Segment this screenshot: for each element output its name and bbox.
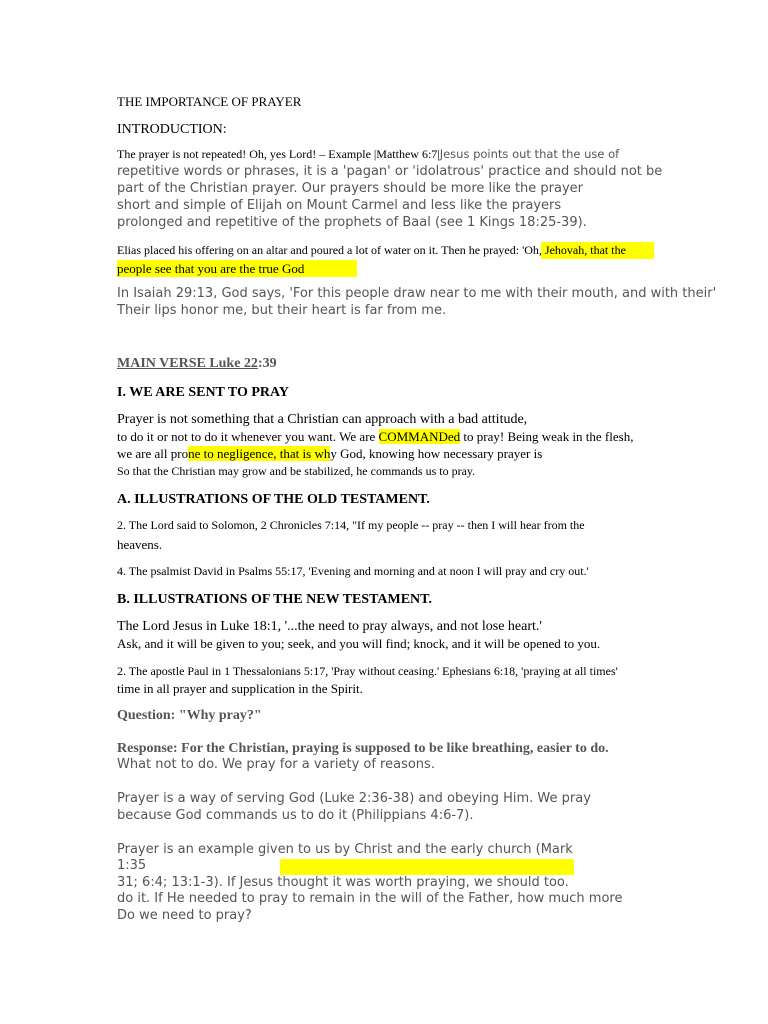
section-b-line2: Ask, and it will be given to you; seek, and you will find; knock, and it will be opened to you. <box>117 636 601 651</box>
reasons-p2-line2: 1:35 <box>117 858 147 873</box>
section-a-item4: 4. The psalmist David in Psalms 55:17, 'Evening and morning and at noon I will pray and cry out.' <box>117 564 589 578</box>
reasons-p2-line3: 31; 6:4; 13:1-3). If Jesus thought it was worth praying, we should too. <box>117 875 569 890</box>
section-a-heading: A. ILLUSTRATIONS OF THE OLD TESTAMENT. <box>117 492 430 507</box>
reasons-p1-line1: Prayer is a way of serving God (Luke 2:36-38) and obeying Him. We pray <box>117 791 591 806</box>
highlight-commanded: COMMANDed <box>378 429 461 444</box>
highlight-negligence: ne to negligence, that is wh <box>188 446 331 461</box>
section-1-line2 <box>117 430 633 445</box>
section-a-item2-line1: 2. The Lord said to Solomon, 2 Chronicles 7:14, "If my people -- pray -- then I will hear from the <box>117 518 585 532</box>
intro-p1-line4: short and simple of Elijah on Mount Carmel and less like the prayers <box>117 198 562 213</box>
intro-p1-line5: prolonged and repetitive of the prophets of Baal (see 1 Kings 18:25-39). <box>117 215 587 230</box>
section-1-line1: Prayer is not something that a Christian can approach with a bad attitude, <box>117 412 528 427</box>
intro-p2-line1-highlighted: , Jehovah, that the <box>538 243 626 257</box>
intro-p1-line2: repetitive words or phrases, it is a 'pagan' or 'idolatrous' practice and should not be <box>117 164 663 179</box>
section-b-item2-line2: time in all prayer and supplication in the Spirit. <box>117 681 363 696</box>
section-b-item2-line1: 2. The apostle Paul in 1 Thessalonians 5:17, 'Pray without ceasing.' Ephesians 6:18, 'praying at all times' <box>117 664 618 678</box>
intro-p3-line2: Their lips honor me, but their heart is far from me. <box>117 303 447 318</box>
section-1-heading: I. WE ARE SENT TO PRAY <box>117 385 289 400</box>
main-verse <box>117 356 277 372</box>
main-verse-suffix: :39 <box>257 356 277 371</box>
section-a-item2-line2: heavens. <box>117 537 163 552</box>
intro-p3-line1: In Isaiah 29:13, God says, 'For this people draw near to me with their mouth, and with their' <box>117 286 717 301</box>
reasons-p1-line2: because God commands us to do it (Philippians 4:6-7). <box>117 808 474 823</box>
section-b-heading: B. ILLUSTRATIONS OF THE NEW TESTAMENT. <box>117 592 432 607</box>
section-1-line3-end: y God, knowing how necessary prayer is <box>330 446 543 461</box>
intro-p2-line2: people see that you are the true God <box>117 261 305 276</box>
reasons-p2-line4: do it. If He needed to pray to remain in the will of the Father, how much more <box>117 891 623 906</box>
section-1-line2-end: to pray! Being weak in the flesh, <box>460 429 634 444</box>
intro-p2-line1 <box>117 244 626 258</box>
intro-p2-line1-start: Elias placed his offering on an altar and poured a lot of water on it. Then he prayed: 'Oh <box>117 243 539 257</box>
section-b-line1: The Lord Jesus in Luke 18:1, '...the need to pray always, and not lose heart.' <box>117 619 542 634</box>
reasons-p2-line1: Prayer is an example given to us by Christ and the early church (Mark <box>117 842 573 857</box>
intro-p1-line1 <box>117 148 619 162</box>
document-title: THE IMPORTANCE OF PRAYER <box>117 94 302 109</box>
reasons-p2-line5: Do we need to pray? <box>117 908 252 923</box>
section-1-line2-start: to do it or not to do it whenever you want. We are <box>117 429 379 444</box>
main-verse-label: MAIN VERSE Luke 22 <box>117 356 258 371</box>
intro-p1-line1-start: The prayer is not repeated! Oh, yes Lord! – Example |Matthew 6:7| <box>117 147 440 161</box>
response-line1: Response: For the Christian, praying is supposed to be like breathing, easier to do. <box>117 741 609 756</box>
introduction-heading: INTRODUCTION: <box>117 122 227 137</box>
section-1-line4: So that the Christian may grow and be stabilized, he commands us to pray. <box>117 464 476 478</box>
section-1-line3 <box>117 447 542 462</box>
highlight-blank-box <box>280 859 574 875</box>
response-line2: What not to do. We pray for a variety of reasons. <box>117 757 435 772</box>
intro-p1-line3: part of the Christian prayer. Our prayers should be more like the prayer <box>117 181 584 196</box>
question: Question: "Why pray?" <box>117 708 262 723</box>
section-1-line3-start: we are all pro <box>117 446 189 461</box>
intro-p1-line1-end: Jesus points out that the use of <box>439 147 620 161</box>
